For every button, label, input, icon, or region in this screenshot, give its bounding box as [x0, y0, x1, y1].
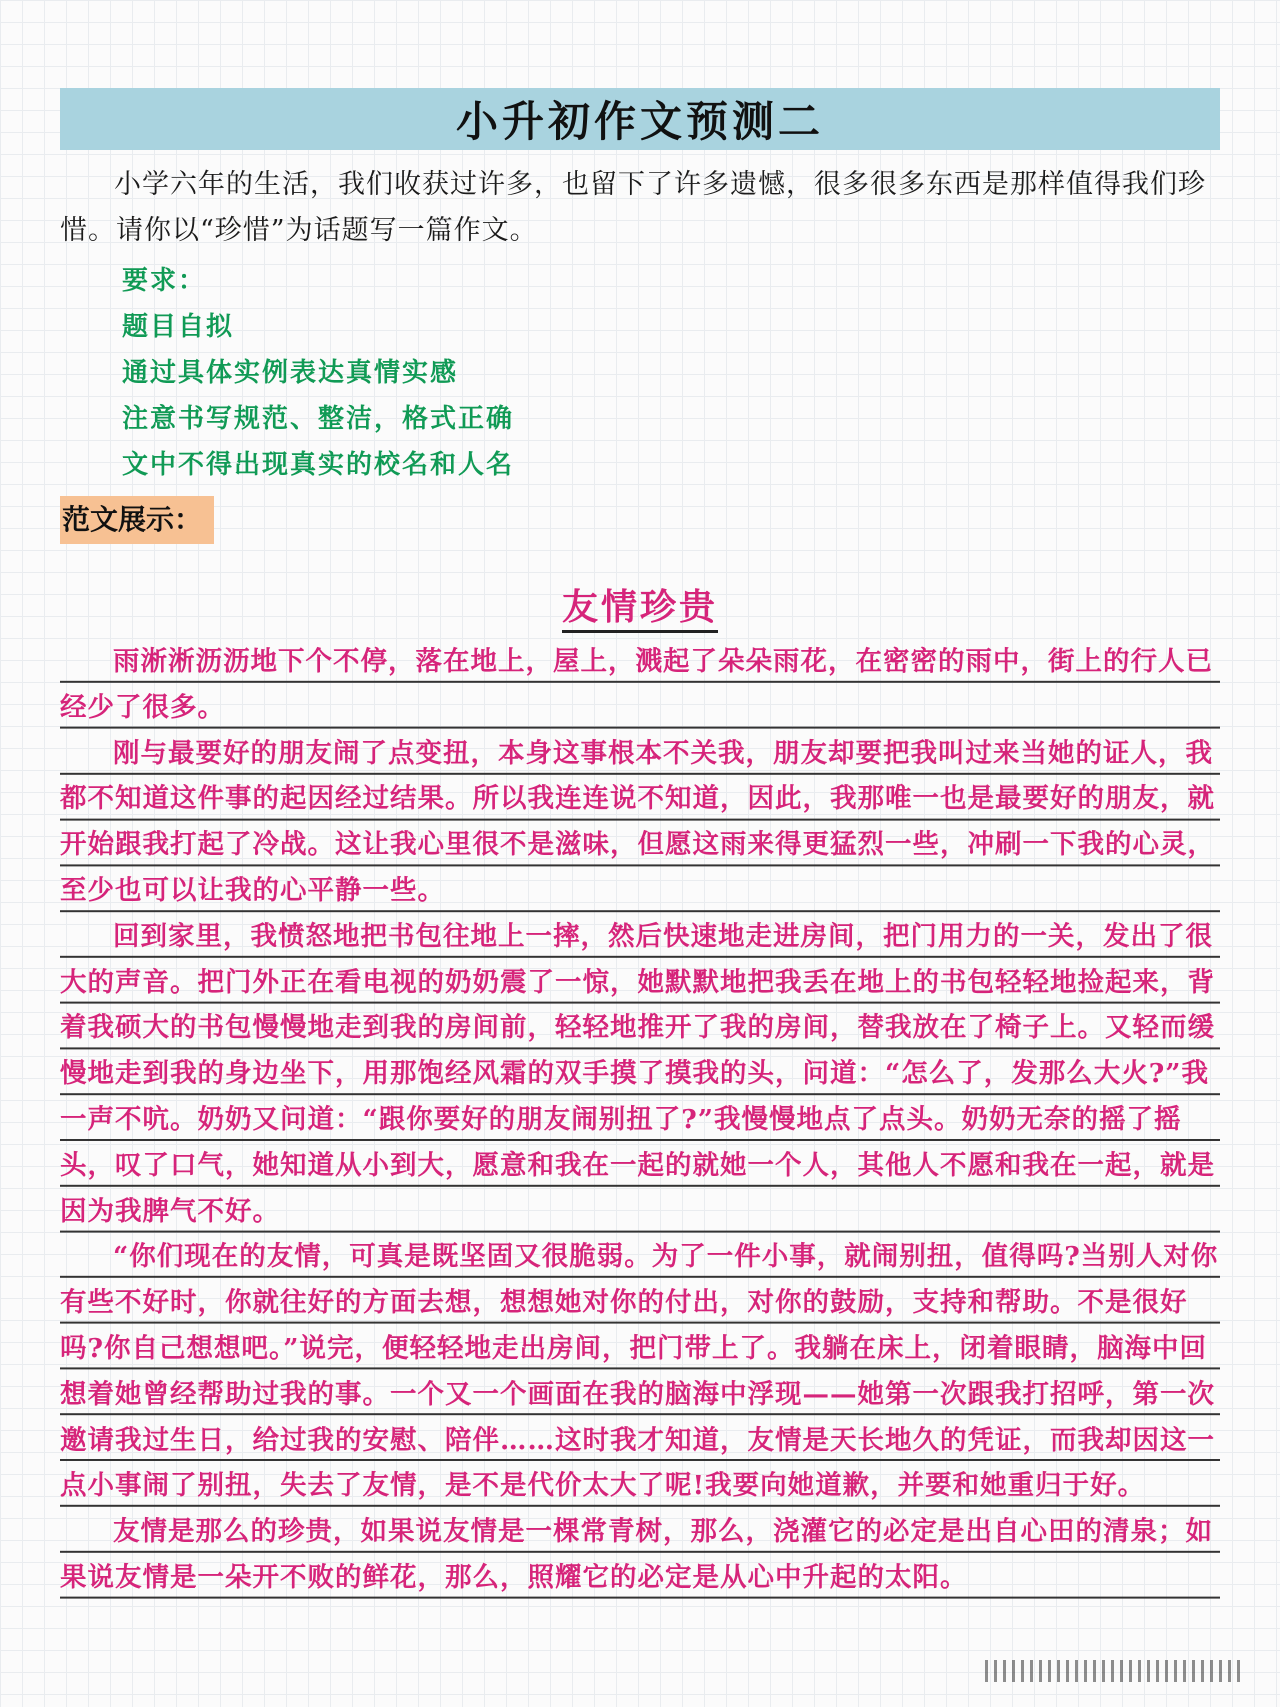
document-page [60, 88, 1220, 1601]
essay-title: 友情珍贵 [562, 584, 718, 633]
essay-prompt: 小学六年的生活，我们收获过许多，也留下了许多遗憾，很多很多东西是那样值得我们珍惜。请你以“珍惜”为话题写一篇作文。 [60, 169, 1206, 246]
requirements-list [60, 258, 1220, 488]
essay-paragraph: 雨淅淅沥沥地下个不停，落在地上，屋上，溅起了朵朵雨花，在密密的雨中，街上的行人已经少了很多。 [60, 639, 1220, 731]
requirement-item: 通过具体实例表达真情实感 [122, 358, 459, 388]
essay-title-wrap [60, 584, 1220, 633]
essay-body [60, 639, 1220, 1601]
requirements-heading: 要求： [122, 266, 207, 296]
image-strip-decoration [985, 1660, 1245, 1682]
essay-paragraph: 刚与最要好的朋友闹了点变扭，本身这事根本不关我，朋友却要把我叫过来当她的证人，我都不知道这件事的起因经过结果。所以我连连说不知道，因此，我那唯一也是最要好的朋友，就开始跟我打起了冷战。这让我心里很不是滋味，但愿这雨来得更猛烈一些，冲刷一下我的心灵，至少也可以让我的心平静一些。 [60, 731, 1220, 914]
essay-paragraph: “你们现在的友情，可真是既坚固又很脆弱。为了一件小事，就闹别扭，值得吗?当别人对你有些不好时，你就往好的方面去想，想想她对你的付出，对你的鼓励，支持和帮助。不是很好吗?你自己想想吧。”说完，便轻轻地走出房间，把门带上了。我躺在床上，闭着眼睛，脑海中回想着她曾经帮助过我的事。一个又一个画面在我的脑海中浮现——她第一次跟我打招呼，第一次邀请我过生日，给过我的安慰、陪伴……这时我才知道，友情是天长地久的凭证，而我却因这一点小事闹了别扭，失去了友情，是不是代价太大了呢!我要向她道歉，并要和她重归于好。 [60, 1234, 1220, 1509]
requirement-item: 文中不得出现真实的校名和人名 [122, 450, 515, 480]
requirement-item: 注意书写规范、整洁，格式正确 [122, 404, 515, 434]
essay-paragraph: 友情是那么的珍贵，如果说友情是一棵常青树，那么，浇灌它的必定是出自心田的清泉；如果说友情是一朵开不败的鲜花，那么，照耀它的必定是从心中升起的太阳。 [60, 1509, 1220, 1601]
requirement-item: 题目自拟 [122, 312, 235, 342]
essay-paragraph: 回到家里，我愤怒地把书包往地上一摔，然后快速地走进房间，把门用力的一关，发出了很大的声音。把门外正在看电视的奶奶震了一惊，她默默地把我丢在地上的书包轻轻地捡起来，背着我硕大的书包慢慢地走到我的房间前，轻轻地推开了我的房间，替我放在了椅子上。又轻而缓慢地走到我的身边坐下，用那饱经风霜的双手摸了摸我的头，问道：“怎么了，发那么大火?”我一声不吭。奶奶又问道：“跟你要好的朋友闹别扭了?”我慢慢地点了点头。奶奶无奈的摇了摇头，叹了口气，她知道从小到大，愿意和我在一起的就她一个人，其他人不愿和我在一起，就是因为我脾气不好。 [60, 914, 1220, 1235]
sample-essay-label: 范文展示： [60, 496, 214, 544]
page-title: 小升初作文预测二 [455, 97, 824, 146]
title-banner [60, 88, 1220, 150]
